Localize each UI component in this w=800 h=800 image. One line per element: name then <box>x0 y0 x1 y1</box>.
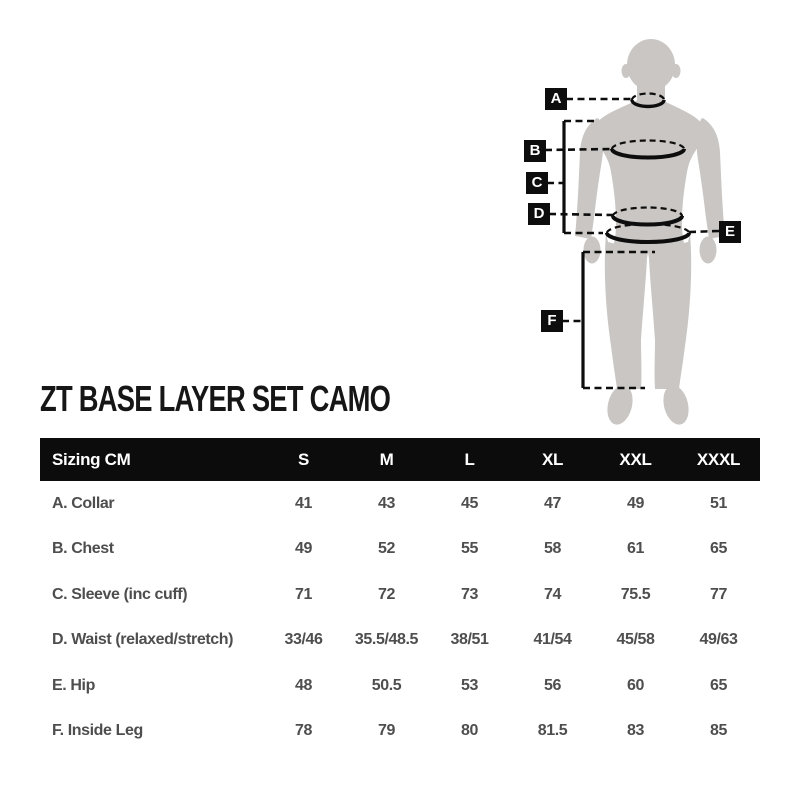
cell-value: 55 <box>461 540 478 558</box>
table-row-waist <box>40 618 760 664</box>
table-row-collar <box>40 481 760 527</box>
table-row-hip <box>40 663 760 709</box>
cell-value: 77 <box>710 585 727 603</box>
cell-value: 83 <box>627 722 644 740</box>
measure-label-f: F <box>541 310 563 332</box>
cell-value: 74 <box>544 585 561 603</box>
human-silhouette <box>575 39 725 427</box>
sizing-table <box>40 438 760 754</box>
row-label: A. Collar <box>52 494 115 512</box>
column-header-s: S <box>297 449 310 469</box>
body-silhouette-graphic <box>490 20 790 440</box>
measure-label-b: B <box>524 140 546 162</box>
cell-value: 75.5 <box>620 585 651 603</box>
cell-value: 58 <box>544 540 561 558</box>
cell-value: 45/58 <box>616 631 655 649</box>
cell-value: 51 <box>710 494 727 512</box>
measure-label-c: C <box>526 172 548 194</box>
cell-value: 65 <box>710 676 727 694</box>
cell-value: 48 <box>295 676 312 694</box>
column-header-sizing-cm: Sizing CM <box>52 449 131 469</box>
cell-value: 52 <box>378 540 395 558</box>
row-label: C. Sleeve (inc cuff) <box>52 585 188 603</box>
cell-value: 33/46 <box>284 631 323 649</box>
cell-value: 49/63 <box>699 631 738 649</box>
cell-value: 65 <box>710 540 727 558</box>
row-label: B. Chest <box>52 540 114 558</box>
cell-value: 80 <box>461 722 478 740</box>
cell-value: 45 <box>461 494 478 512</box>
cell-value: 50.5 <box>371 676 402 694</box>
cell-value: 73 <box>461 585 478 603</box>
cell-value: 49 <box>627 494 644 512</box>
body-measurement-diagram <box>490 20 790 440</box>
connector-e <box>689 231 719 232</box>
table-header-row <box>40 438 760 481</box>
measure-label-e: E <box>719 221 741 243</box>
cell-value: 41 <box>295 494 312 512</box>
column-header-xxxl: XXXL <box>696 449 741 469</box>
column-header-xl: XL <box>541 449 564 469</box>
cell-value: 81.5 <box>537 722 568 740</box>
cell-value: 56 <box>544 676 561 694</box>
column-header-xxl: XXL <box>619 449 652 469</box>
cell-value: 71 <box>295 585 312 603</box>
cell-value: 43 <box>378 494 395 512</box>
cell-value: 78 <box>295 722 312 740</box>
cell-value: 85 <box>710 722 727 740</box>
column-header-m: M <box>379 449 394 469</box>
cell-value: 72 <box>378 585 395 603</box>
table-row-inside-leg <box>40 709 760 755</box>
row-label: F. Inside Leg <box>52 722 143 740</box>
product-title: ZT BASE LAYER SET CAMO <box>40 378 391 419</box>
measure-label-a: A <box>545 88 567 110</box>
cell-value: 49 <box>295 540 312 558</box>
column-header-l: L <box>464 449 475 469</box>
cell-value: 53 <box>461 676 478 694</box>
row-label: D. Waist (relaxed/stretch) <box>52 631 234 649</box>
cell-value: 60 <box>627 676 644 694</box>
cell-value: 79 <box>378 722 395 740</box>
measure-label-d: D <box>528 203 550 225</box>
cell-value: 35.5/48.5 <box>354 631 419 649</box>
table-row-chest <box>40 527 760 573</box>
cell-value: 47 <box>544 494 561 512</box>
row-label: E. Hip <box>52 676 95 694</box>
cell-value: 38/51 <box>450 631 489 649</box>
cell-value: 61 <box>627 540 644 558</box>
table-row-sleeve <box>40 572 760 618</box>
cell-value: 41/54 <box>533 631 572 649</box>
